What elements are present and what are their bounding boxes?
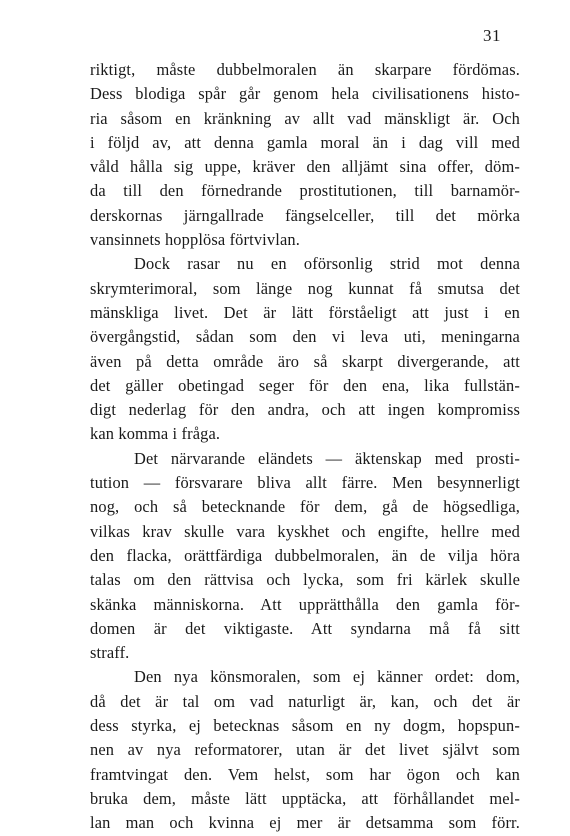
text-line: Den nya könsmoralen, som ej känner ordet: dom,	[134, 667, 520, 687]
page-number: 31	[483, 26, 501, 45]
text-line: skänka människorna. Att upprätthålla den gamla för-	[90, 594, 520, 614]
text-line: vansinnets hopplösa förtvivlan.	[90, 230, 300, 250]
text-line: mänskliga livet. Det är lätt förståeligt att just i en	[90, 302, 520, 322]
text-line: da till den förnedrande prostitutionen, till barnamör-	[90, 181, 520, 201]
text-line: lan man och kvinna ej mer är detsamma som förr.	[90, 813, 520, 833]
text-line: domen är det viktigaste. Att syndarna må få sitt	[90, 618, 520, 638]
text-line: Dess blodiga spår går genom hela civilisationens histo-	[90, 84, 520, 104]
text-line: i följd av, att denna gamla moral än i dag vill med	[90, 132, 520, 152]
text-line: ria såsom en kränkning av allt vad mänskligt är. Och	[90, 108, 520, 128]
text-line: nen av nya reformatorer, utan är det livet självt som	[90, 740, 520, 760]
text-line: kan komma i fråga.	[90, 424, 221, 444]
text-line: bruka dem, måste lätt upptäcka, att förhållandet mel-	[90, 788, 520, 808]
text-line: då det är tal om vad naturligt är, kan, och det är	[90, 691, 520, 711]
text-line: Dock rasar nu en oförsonlig strid mot denna	[134, 254, 520, 274]
text-line: derskornas järngallrade fängselceller, till det mörka	[90, 205, 520, 225]
body-text	[90, 58, 520, 836]
text-line: övergångstid, sådan som den vi leva uti, meningarna	[90, 327, 520, 347]
text-line: riktigt, måste dubbelmoralen än skarpare fördömas.	[90, 60, 520, 79]
text-line: straff.	[90, 643, 130, 663]
text-line: det gäller obetingad seger för den ena, lika fullstän-	[90, 375, 520, 395]
text-line: dess styrka, ej betecknas såsom en ny dogm, hopspun-	[90, 716, 520, 736]
text-line: Det närvarande eländets — äktenskap med prosti-	[134, 448, 520, 468]
text-line: vilkas krav skulle vara kyskhet och engifte, hellre med	[90, 521, 520, 541]
text-line: digt nederlag för den andra, och att ingen kompromiss	[90, 400, 520, 420]
text-line: nog, och så betecknande för dem, gå de högsedliga,	[90, 497, 520, 517]
text-line: den flacka, orättfärdiga dubbelmoralen, än de vilja höra	[90, 545, 520, 565]
text-line: skrymterimoral, som länge nog kunnat få smutsa det	[90, 278, 520, 298]
text-line: framtvingat den. Vem helst, som har ögon och kan	[90, 764, 520, 784]
text-line: även på detta område äro så skarpt divergerande, att	[90, 351, 520, 371]
text-line: våld hålla sig uppe, kräver den alljämt sina offer, döm-	[90, 157, 520, 177]
text-line: talas om den rättvisa och lycka, som fri kärlek skulle	[90, 570, 520, 590]
text-line: tution — försvarare bliva allt färre. Men besynnerligt	[90, 473, 520, 493]
